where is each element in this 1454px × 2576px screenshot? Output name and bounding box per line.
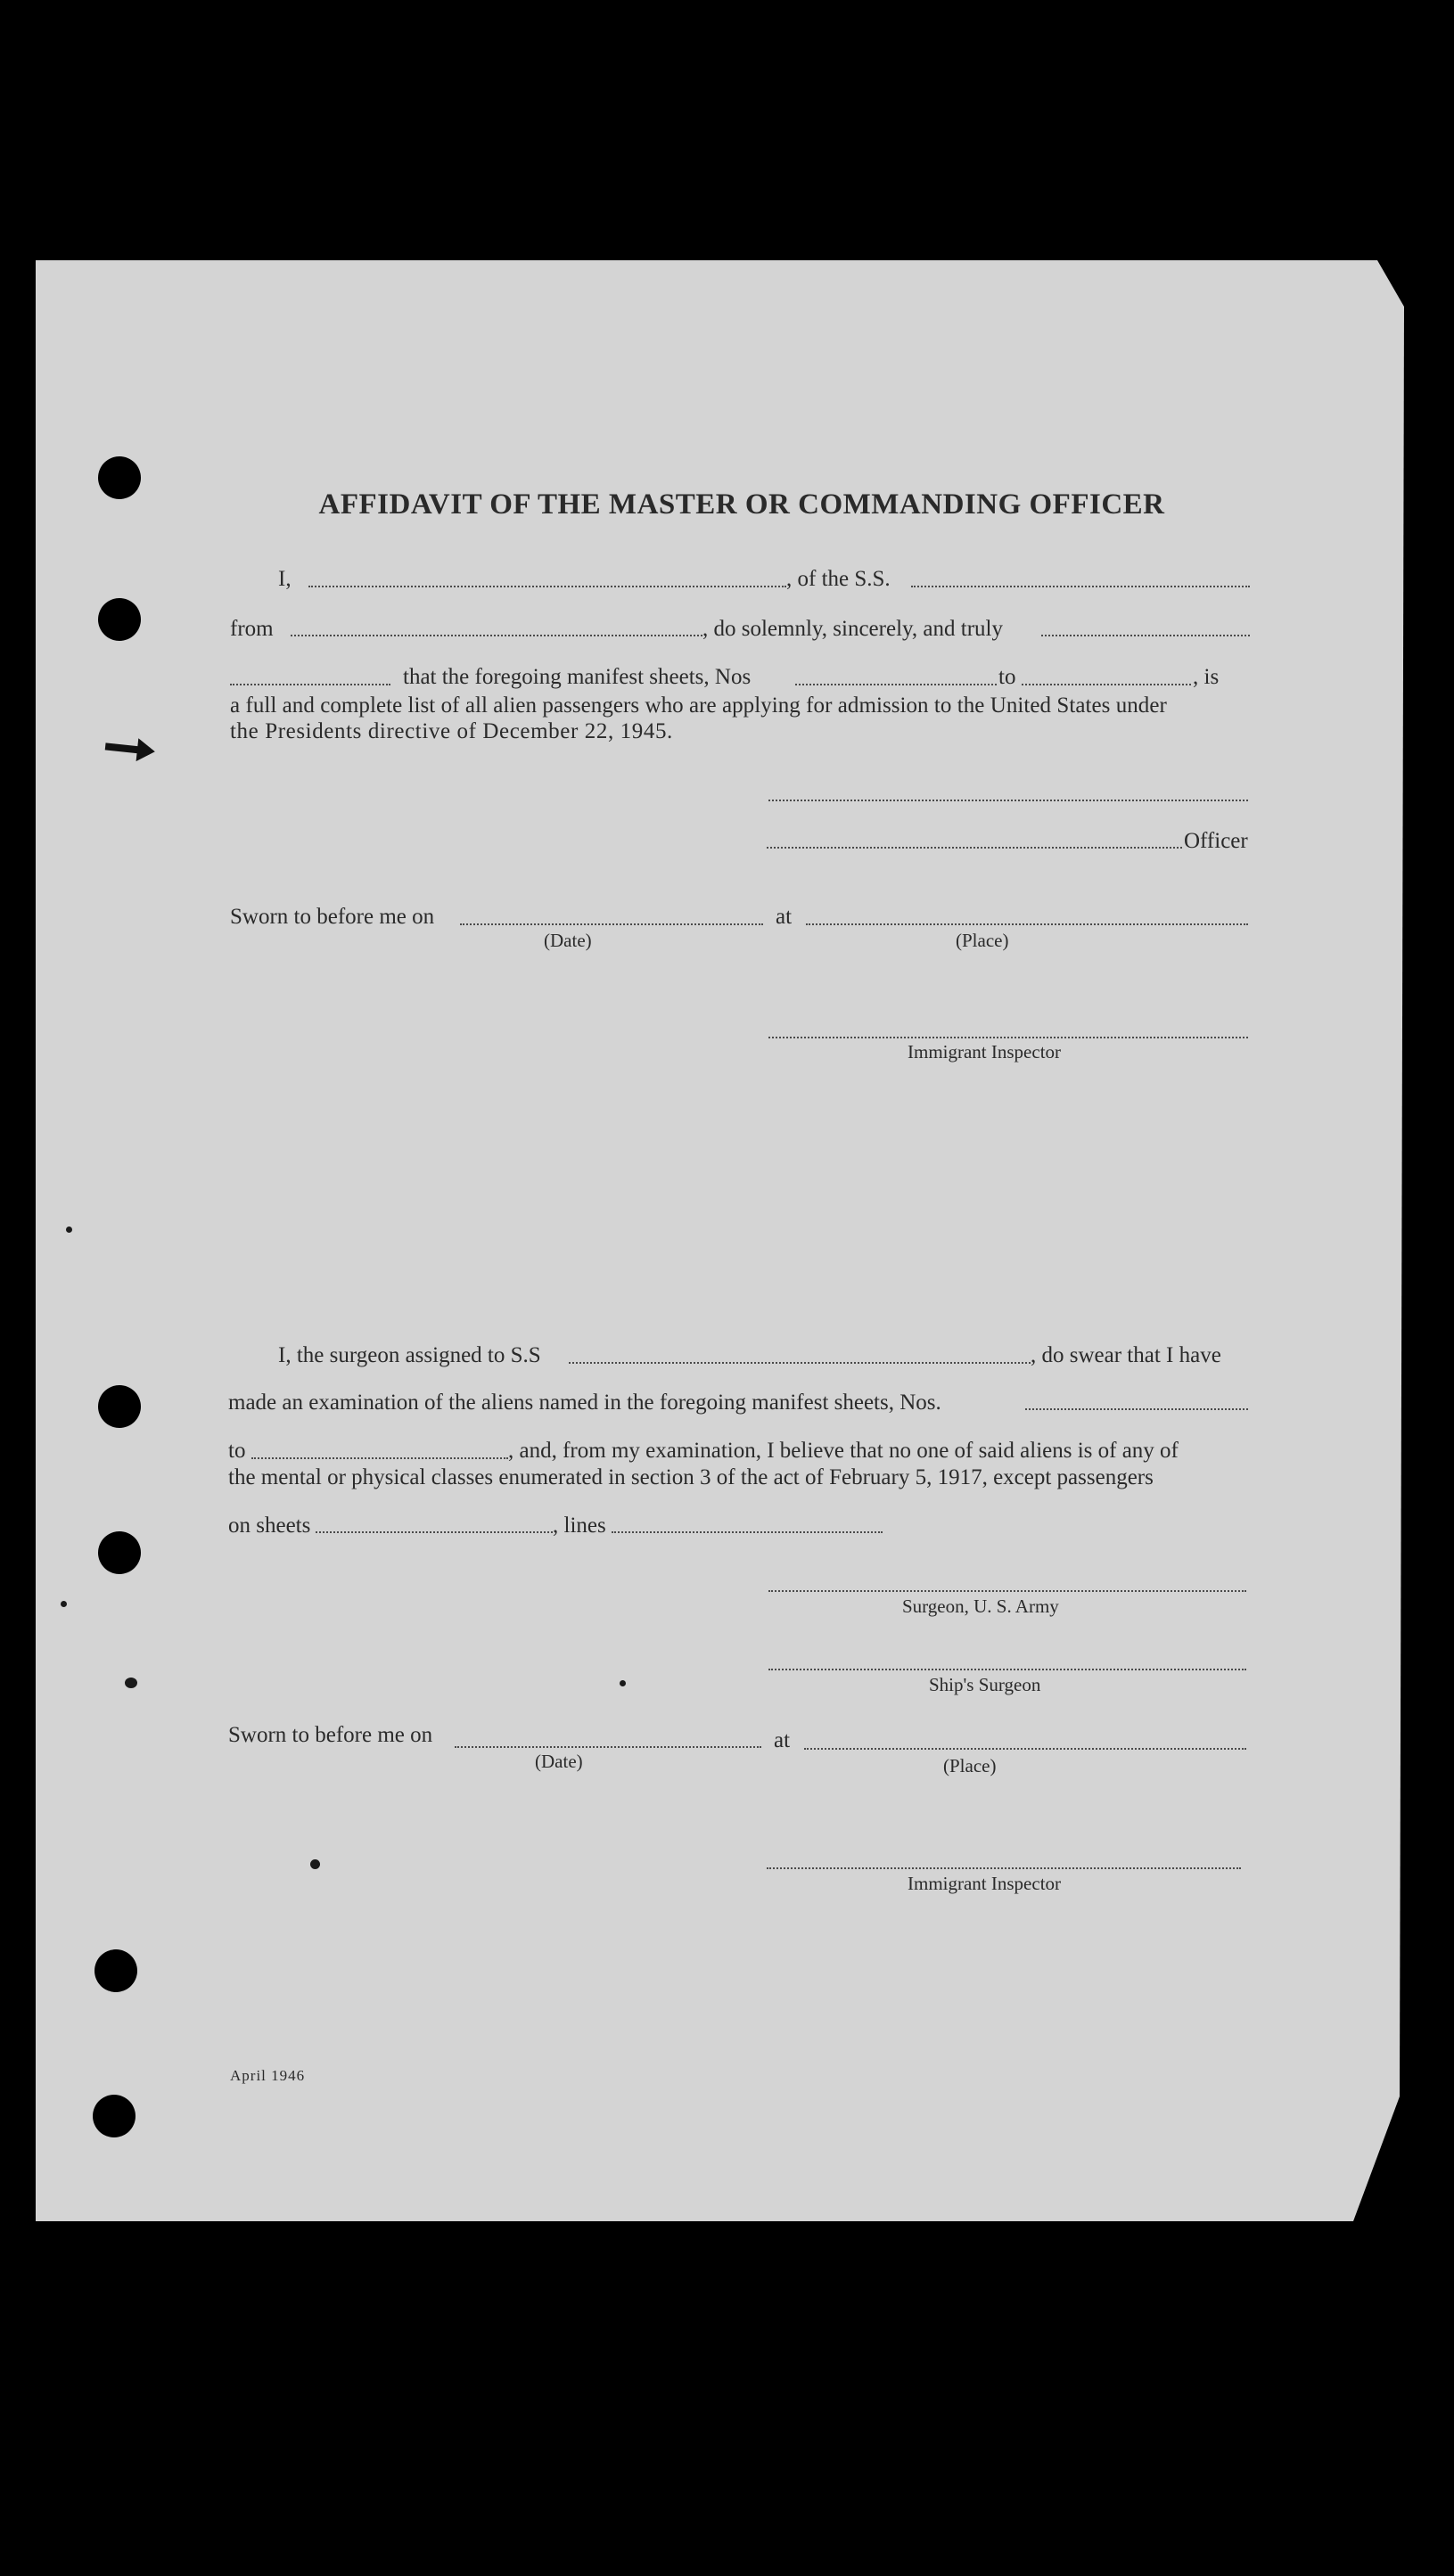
master-ss-label: , of the S.S. [786, 567, 891, 591]
master-swear-text: , do solemnly, sincerely, and truly [702, 617, 1003, 641]
surgeon-inspector-caption: Immigrant Inspector [908, 1873, 1062, 1894]
master-statement-line: a full and complete list of all alien passengers who are applying for admission to the United States under [230, 693, 1167, 718]
surgeon-belief-text: , and, from my examination, I believe that no one of said aliens is of any of [508, 1439, 1179, 1463]
punch-hole [98, 598, 141, 641]
surgeon-place-caption: (Place) [943, 1755, 997, 1776]
master-i-label: I, [278, 567, 292, 591]
master-from-field[interactable] [291, 635, 702, 636]
punch-hole [94, 1949, 137, 1992]
affidavit-form-page [36, 260, 1404, 2221]
punch-hole [93, 2095, 136, 2137]
army-surgeon-signature-field[interactable] [768, 1590, 1246, 1592]
officer-signature-field[interactable] [767, 847, 1182, 849]
surgeon-ship-field[interactable] [569, 1362, 1031, 1364]
ink-speck [125, 1678, 137, 1688]
surgeon-assigned-text: I, the surgeon assigned to S.S [278, 1343, 541, 1367]
punch-hole [98, 1385, 141, 1428]
surgeon-at-label: at [774, 1728, 791, 1752]
master-sheets-from-field[interactable] [795, 684, 997, 685]
ship-surgeon-caption: Ship's Surgeon [929, 1674, 1041, 1695]
punch-hole [98, 456, 141, 499]
master-is-label: , is [1193, 665, 1220, 689]
surgeon-inspector-signature-field[interactable] [767, 1867, 1241, 1869]
ink-speck [620, 1680, 626, 1686]
punch-hole [98, 1531, 141, 1574]
master-place-field[interactable] [806, 923, 1248, 925]
surgeon-sheets-label: on sheets [228, 1514, 311, 1538]
master-date-field[interactable] [460, 923, 763, 925]
master-inspector-signature-field[interactable] [768, 1037, 1248, 1038]
master-date-caption: (Date) [544, 930, 592, 951]
surgeon-date-caption: (Date) [535, 1751, 583, 1772]
surgeon-except-sheets-field[interactable] [316, 1531, 553, 1533]
surgeon-lines-label: , lines [553, 1514, 606, 1538]
master-statement-line: the Presidents directive of December 22, 1945. [230, 719, 673, 743]
ink-speck [61, 1601, 67, 1607]
surgeon-place-field[interactable] [804, 1748, 1246, 1750]
ink-speck [310, 1859, 320, 1869]
master-sheets-text: that the foregoing manifest sheets, Nos [403, 665, 752, 689]
officer-label: Officer [1184, 829, 1248, 853]
master-ship-field[interactable] [911, 586, 1250, 587]
form-title: AFFIDAVIT OF THE MASTER OR COMMANDING OFFICER [318, 488, 1165, 521]
surgeon-lines-field[interactable] [612, 1531, 883, 1533]
surgeon-classes-text: the mental or physical classes enumerated in section 3 of the act of February 5, 1917, except passengers [228, 1465, 1154, 1489]
ship-surgeon-signature-field[interactable] [768, 1669, 1246, 1670]
surgeon-sheets-from-field[interactable] [1025, 1408, 1248, 1410]
surgeon-date-field[interactable] [455, 1746, 761, 1748]
master-truly-field[interactable] [1041, 635, 1250, 636]
master-at-label: at [776, 905, 793, 929]
army-surgeon-caption: Surgeon, U. S. Army [902, 1596, 1059, 1617]
master-sheets-to-field[interactable] [1022, 684, 1191, 685]
master-to-label: to [998, 665, 1016, 689]
surgeon-sheets-to-field[interactable] [251, 1457, 508, 1459]
surgeon-to-label: to [228, 1439, 246, 1463]
surgeon-swear-text: , do swear that I have [1031, 1343, 1221, 1367]
surgeon-examination-text: made an examination of the aliens named in the foregoing manifest sheets, Nos. [228, 1391, 941, 1415]
master-inspector-caption: Immigrant Inspector [908, 1041, 1062, 1062]
master-signature-field[interactable] [768, 800, 1248, 801]
master-name-field[interactable] [308, 586, 786, 587]
master-prefix-field[interactable] [230, 684, 390, 685]
form-date-footer: April 1946 [230, 2067, 306, 2084]
master-place-caption: (Place) [956, 930, 1009, 951]
ink-speck [66, 1226, 72, 1233]
master-sworn-text: Sworn to before me on [230, 905, 435, 929]
surgeon-sworn-text: Sworn to before me on [228, 1723, 433, 1747]
master-from-label: from [230, 617, 274, 641]
